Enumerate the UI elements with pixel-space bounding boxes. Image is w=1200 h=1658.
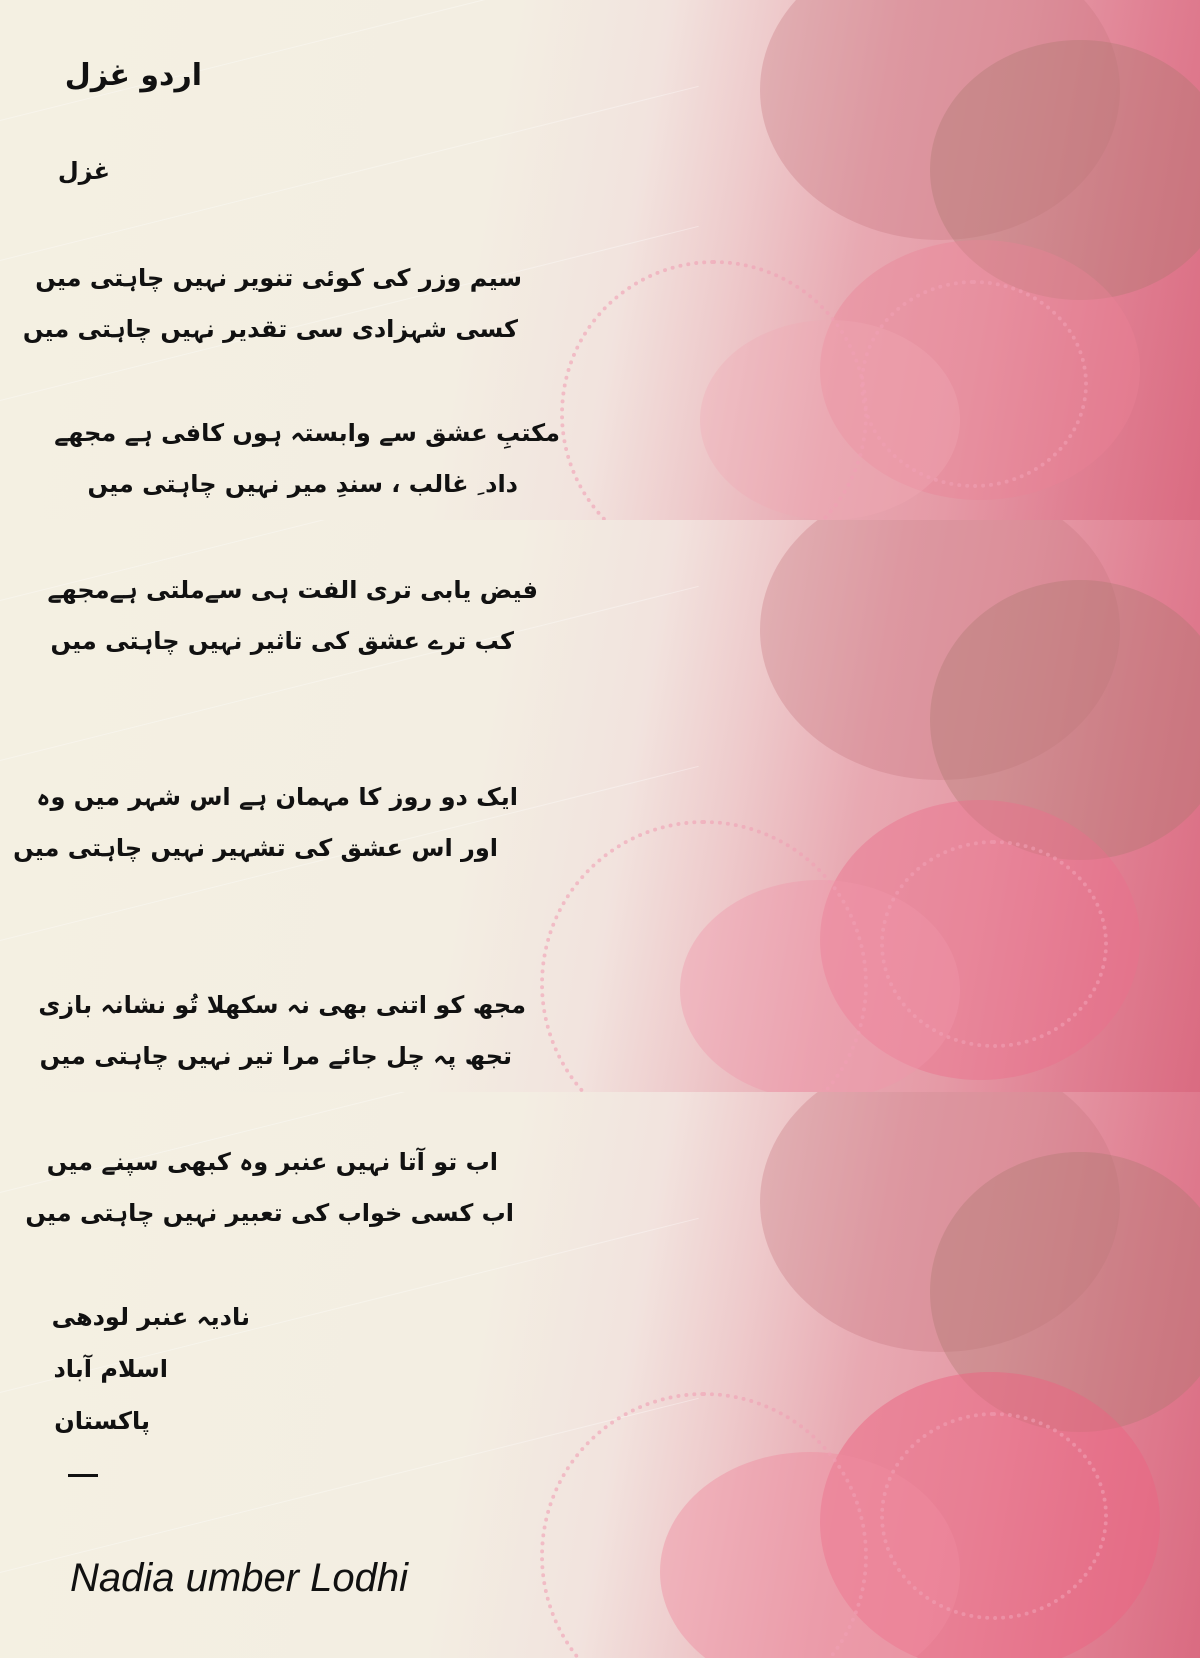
author-signature: Nadia umber Lodhi: [70, 1556, 408, 1600]
stanza-5-line-2: تجھ پہ چل جائے مرا تیر نہیں چاہتی میں: [39, 1042, 512, 1070]
separator-dash: [68, 1474, 98, 1477]
stanza-5-line-1: مجھ کو اتنی بھی نہ سکھلا تُو نشانہ بازی: [38, 991, 526, 1019]
author-city: اسلام آباد: [53, 1355, 168, 1383]
stanza-3-line-1: فیض یابی تری الفت ہی سےملتی ہےمجھے: [47, 576, 538, 604]
poem-heading: غزل: [57, 157, 110, 185]
stanza-3-line-2: کب ترے عشق کی تاثیر نہیں چاہتی میں: [50, 627, 514, 655]
stanza-4-line-1: ایک دو روز کا مہمان ہے اس شہر میں وہ: [36, 783, 518, 811]
stanza-6-line-1: اب تو آتا نہیں عنبر وہ کبھی سپنے میں: [46, 1148, 498, 1176]
author-country: پاکستان: [54, 1407, 150, 1435]
page-title: اردو غزل: [64, 58, 202, 93]
stanza-2-line-2: داد ِ غالب ، سندِ میر نہیں چاہتی میں: [87, 470, 518, 498]
stanza-2-line-1: مکتبِ عشق سے وابستہ ہوں کافی ہے مجھے: [54, 419, 560, 447]
author-name: نادیہ عنبر لودھی: [51, 1303, 250, 1331]
stanza-1-line-1: سیم وزر کی کوئی تنویر نہیں چاہتی میں: [35, 264, 522, 292]
stanza-4-line-2: اور اس عشق کی تشہیر نہیں چاہتی میں: [13, 834, 498, 862]
stanza-6-line-2: اب کسی خواب کی تعبیر نہیں چاہتی میں: [25, 1199, 514, 1227]
stanza-1-line-2: کسی شہزادی سی تقدیر نہیں چاہتی میں: [22, 315, 518, 343]
